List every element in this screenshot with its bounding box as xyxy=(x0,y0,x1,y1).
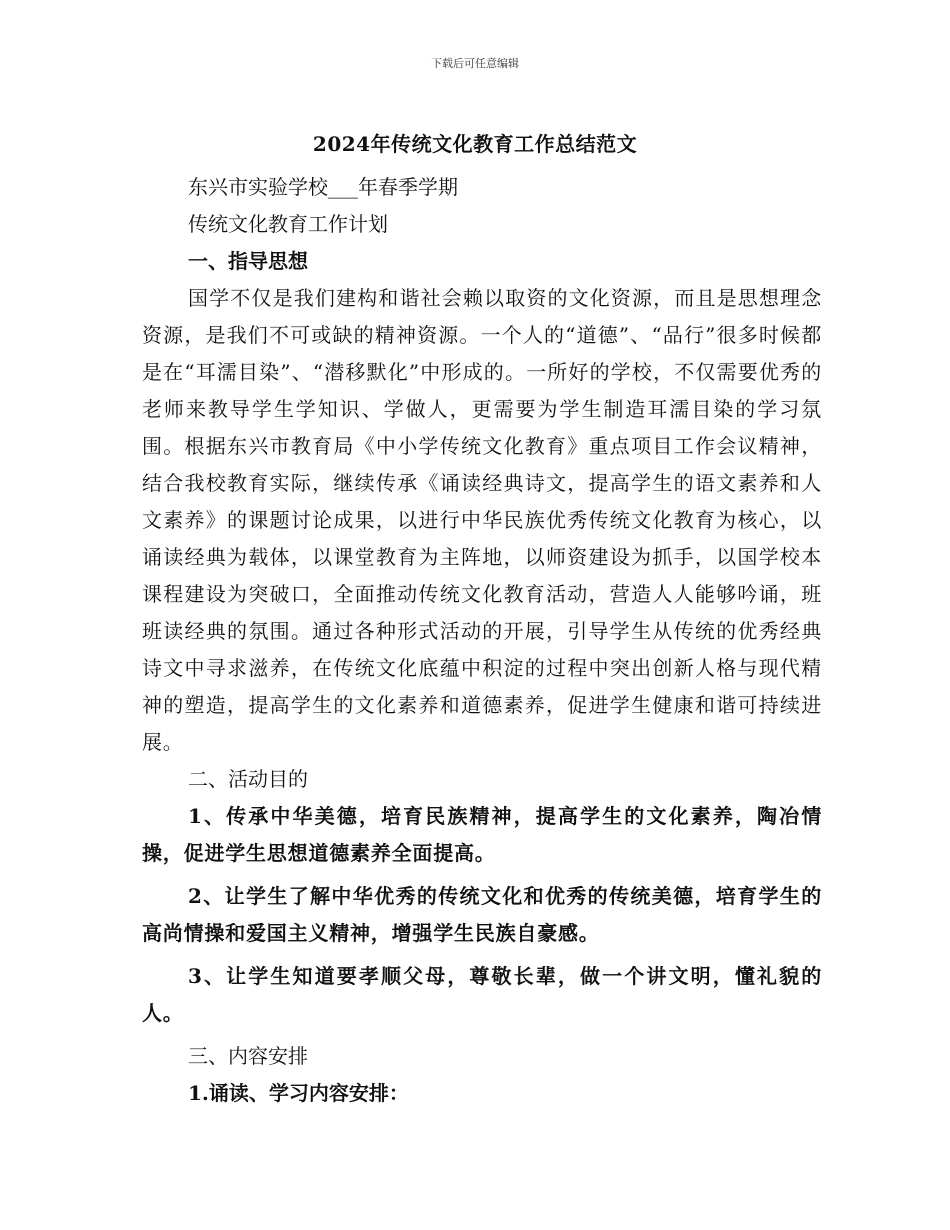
purpose-item-3: 3、让学生知道要孝顺父母，尊敬长辈，做一个讲文明，懂礼貌的人。 xyxy=(142,964,822,1025)
purpose-item-1: 1、传承中华美德，培育民族精神，提高学生的文化素养，陶冶情操，促进学生思想道德素养全面提高。 xyxy=(142,804,822,865)
document-title: 2024年传统文化教育工作总结范文 xyxy=(312,132,638,156)
document-body xyxy=(142,169,822,1112)
section-heading-activity-purpose: 二、活动目的 xyxy=(188,767,308,791)
purpose-item-2: 2、让学生了解中华优秀的传统文化和优秀的传统美德，培育学生的高尚情操和爱国主义精神，增强学生民族自豪感。 xyxy=(142,884,822,945)
section-heading-guiding-thought: 一、指导思想 xyxy=(188,249,308,273)
header-note: 下载后可任意编辑 xyxy=(431,57,519,70)
section-heading-content-arrangement: 三、内容安排 xyxy=(188,1044,308,1068)
intro-school-line: 东兴市实验学校___年春季学期 xyxy=(188,175,458,199)
intro-plan-line: 传统文化教育工作计划 xyxy=(188,212,388,236)
guiding-thought-paragraph: 国学不仅是我们建构和谐社会赖以取资的文化资源，而且是思想理念资源，是我们不可或缺的精神资源。一个人的“道德”、“品行”很多时候都是在“耳濡目染”、“潜移默化”中形成的。一所好的学校，不仅需要优秀的老师来教导学生学知识、学做人，更需要为学生制造耳濡目染的学习氛围。根据东兴市教育局《中小学传统文化教育》重点项目工作会议精神，结合我校教育实际，继续传承《诵读经典诗文，提高学生的语文素养和人文素养》的课题讨论成果，以进行中华民族优秀传统文化教育为核心，以诵读经典为载体，以课堂教育为主阵地，以师资建设为抓手，以国学校本课程建设为突破口，全面推动传统文化教育活动，营造人人能够吟诵，班班读经典的氛围。通过各种形式活动的开展，引导学生从传统的优秀经典诗文中寻求滋养，在传统文化底蕴中积淀的过程中突出创新人格与现代精神的塑造，提高学生的文化素养和道德素养，促进学生健康和谐可持续进展。 xyxy=(142,286,822,754)
content-subheading-reading: 1.诵读、学习内容安排： xyxy=(188,1081,409,1105)
